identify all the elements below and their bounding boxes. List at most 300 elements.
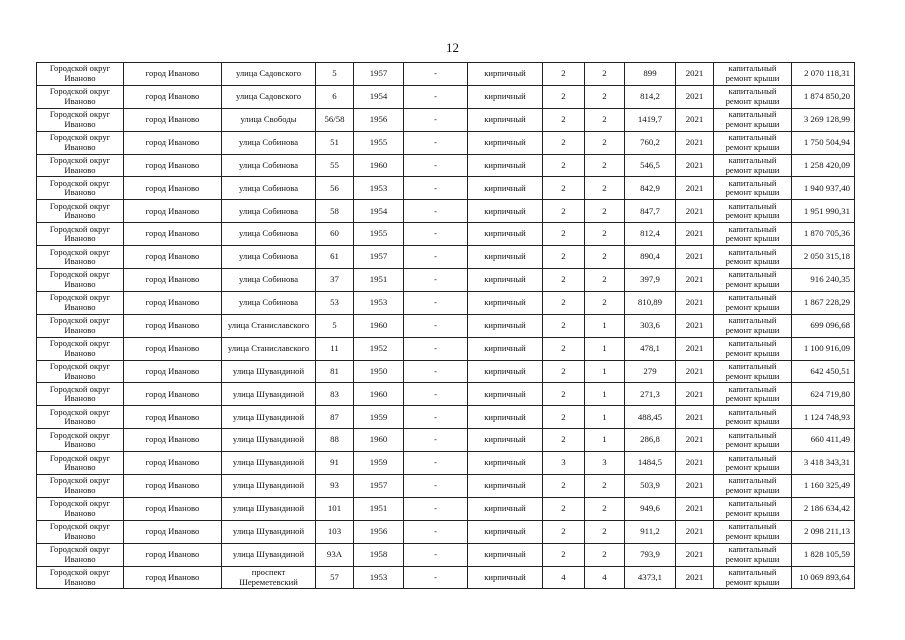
area-cell: 810,89: [625, 291, 676, 314]
work-type-cell: капитальный ремонт крыши: [714, 85, 792, 108]
build-year-cell: 1950: [354, 360, 404, 383]
cost-cell: 1 951 990,31: [792, 200, 855, 223]
locality-cell: город Иваново: [124, 269, 222, 292]
area-cell: 1419,7: [625, 108, 676, 131]
floors-cell: 2: [543, 337, 585, 360]
locality-cell: город Иваново: [124, 246, 222, 269]
work-type-cell: капитальный ремонт крыши: [714, 520, 792, 543]
house-number-cell: 101: [316, 497, 354, 520]
table-row: [37, 543, 855, 566]
area-cell: 546,5: [625, 154, 676, 177]
house-number-cell: 56: [316, 177, 354, 200]
wall-material-cell: кирпичный: [468, 406, 543, 429]
locality-cell: город Иваново: [124, 337, 222, 360]
locality-cell: город Иваново: [124, 383, 222, 406]
municipality-cell: Городской округ Иваново: [37, 314, 124, 337]
table-row: [37, 337, 855, 360]
municipality-cell: Городской округ Иваново: [37, 520, 124, 543]
work-year-cell: 2021: [676, 429, 714, 452]
floors-cell: 2: [543, 246, 585, 269]
municipality-cell: Городской округ Иваново: [37, 108, 124, 131]
build-year-cell: 1957: [354, 475, 404, 498]
entrances-cell: 1: [585, 429, 625, 452]
municipality-cell: Городской округ Иваново: [37, 429, 124, 452]
cost-cell: 660 411,49: [792, 429, 855, 452]
work-year-cell: 2021: [676, 337, 714, 360]
reconstruction-year-cell: -: [404, 314, 468, 337]
floors-cell: 2: [543, 177, 585, 200]
floors-cell: 2: [543, 200, 585, 223]
floors-cell: 2: [543, 360, 585, 383]
floors-cell: 2: [543, 543, 585, 566]
wall-material-cell: кирпичный: [468, 223, 543, 246]
work-type-cell: капитальный ремонт крыши: [714, 543, 792, 566]
work-year-cell: 2021: [676, 63, 714, 86]
municipality-cell: Городской округ Иваново: [37, 131, 124, 154]
house-number-cell: 5: [316, 63, 354, 86]
street-cell: улица Садовского: [222, 63, 316, 86]
cost-cell: 1 870 705,36: [792, 223, 855, 246]
reconstruction-year-cell: -: [404, 383, 468, 406]
build-year-cell: 1953: [354, 177, 404, 200]
municipality-cell: Городской округ Иваново: [37, 406, 124, 429]
locality-cell: город Иваново: [124, 63, 222, 86]
locality-cell: город Иваново: [124, 314, 222, 337]
work-year-cell: 2021: [676, 520, 714, 543]
floors-cell: 2: [543, 383, 585, 406]
area-cell: 478,1: [625, 337, 676, 360]
floors-cell: 2: [543, 269, 585, 292]
page-number: 12: [446, 40, 459, 55]
locality-cell: город Иваново: [124, 543, 222, 566]
work-type-cell: капитальный ремонт крыши: [714, 406, 792, 429]
wall-material-cell: кирпичный: [468, 337, 543, 360]
reconstruction-year-cell: -: [404, 269, 468, 292]
reconstruction-year-cell: -: [404, 223, 468, 246]
work-year-cell: 2021: [676, 131, 714, 154]
entrances-cell: 2: [585, 200, 625, 223]
table-row: [37, 63, 855, 86]
work-year-cell: 2021: [676, 223, 714, 246]
entrances-cell: 1: [585, 360, 625, 383]
reconstruction-year-cell: -: [404, 520, 468, 543]
cost-cell: 1 258 420,09: [792, 154, 855, 177]
street-cell: улица Шувандиной: [222, 429, 316, 452]
house-number-cell: 51: [316, 131, 354, 154]
build-year-cell: 1957: [354, 246, 404, 269]
table-row: [37, 108, 855, 131]
area-cell: 890,4: [625, 246, 676, 269]
build-year-cell: 1959: [354, 452, 404, 475]
locality-cell: город Иваново: [124, 85, 222, 108]
build-year-cell: 1957: [354, 63, 404, 86]
wall-material-cell: кирпичный: [468, 177, 543, 200]
municipality-cell: Городской округ Иваново: [37, 383, 124, 406]
wall-material-cell: кирпичный: [468, 452, 543, 475]
house-number-cell: 61: [316, 246, 354, 269]
locality-cell: город Иваново: [124, 406, 222, 429]
entrances-cell: 2: [585, 177, 625, 200]
street-cell: улица Собинова: [222, 246, 316, 269]
entrances-cell: 2: [585, 543, 625, 566]
house-number-cell: 91: [316, 452, 354, 475]
work-type-cell: капитальный ремонт крыши: [714, 566, 792, 589]
wall-material-cell: кирпичный: [468, 520, 543, 543]
wall-material-cell: кирпичный: [468, 429, 543, 452]
municipality-cell: Городской округ Иваново: [37, 360, 124, 383]
work-type-cell: капитальный ремонт крыши: [714, 383, 792, 406]
cost-cell: 1 100 916,09: [792, 337, 855, 360]
cost-cell: 1 124 748,93: [792, 406, 855, 429]
table-row: [37, 223, 855, 246]
locality-cell: город Иваново: [124, 291, 222, 314]
reconstruction-year-cell: -: [404, 452, 468, 475]
area-cell: 303,6: [625, 314, 676, 337]
build-year-cell: 1955: [354, 131, 404, 154]
floors-cell: 2: [543, 314, 585, 337]
house-number-cell: 6: [316, 85, 354, 108]
house-number-cell: 56/58: [316, 108, 354, 131]
area-cell: 842,9: [625, 177, 676, 200]
reconstruction-year-cell: -: [404, 429, 468, 452]
work-year-cell: 2021: [676, 383, 714, 406]
table-row: [37, 131, 855, 154]
wall-material-cell: кирпичный: [468, 314, 543, 337]
area-cell: 4373,1: [625, 566, 676, 589]
reconstruction-year-cell: -: [404, 246, 468, 269]
street-cell: улица Станиславского: [222, 314, 316, 337]
work-year-cell: 2021: [676, 314, 714, 337]
work-year-cell: 2021: [676, 85, 714, 108]
wall-material-cell: кирпичный: [468, 291, 543, 314]
cost-cell: 2 186 634,42: [792, 497, 855, 520]
work-type-cell: капитальный ремонт крыши: [714, 429, 792, 452]
build-year-cell: 1955: [354, 223, 404, 246]
table-row: [37, 429, 855, 452]
build-year-cell: 1952: [354, 337, 404, 360]
cost-cell: 699 096,68: [792, 314, 855, 337]
street-cell: улица Садовского: [222, 85, 316, 108]
wall-material-cell: кирпичный: [468, 63, 543, 86]
build-year-cell: 1954: [354, 85, 404, 108]
reconstruction-year-cell: -: [404, 566, 468, 589]
work-type-cell: капитальный ремонт крыши: [714, 63, 792, 86]
house-number-cell: 55: [316, 154, 354, 177]
work-year-cell: 2021: [676, 200, 714, 223]
house-number-cell: 60: [316, 223, 354, 246]
reconstruction-year-cell: -: [404, 475, 468, 498]
floors-cell: 3: [543, 452, 585, 475]
build-year-cell: 1951: [354, 269, 404, 292]
build-year-cell: 1958: [354, 543, 404, 566]
floors-cell: 2: [543, 429, 585, 452]
municipality-cell: Городской округ Иваново: [37, 246, 124, 269]
cost-cell: 642 450,51: [792, 360, 855, 383]
locality-cell: город Иваново: [124, 475, 222, 498]
municipality-cell: Городской округ Иваново: [37, 63, 124, 86]
work-type-cell: капитальный ремонт крыши: [714, 154, 792, 177]
cost-cell: 1 940 937,40: [792, 177, 855, 200]
build-year-cell: 1956: [354, 108, 404, 131]
street-cell: улица Собинова: [222, 223, 316, 246]
area-cell: 793,9: [625, 543, 676, 566]
entrances-cell: 1: [585, 314, 625, 337]
reconstruction-year-cell: -: [404, 154, 468, 177]
cost-cell: 1 828 105,59: [792, 543, 855, 566]
area-cell: 949,6: [625, 497, 676, 520]
cost-cell: 2 098 211,13: [792, 520, 855, 543]
work-type-cell: капитальный ремонт крыши: [714, 291, 792, 314]
street-cell: улица Шувандиной: [222, 452, 316, 475]
work-type-cell: капитальный ремонт крыши: [714, 452, 792, 475]
table-row: [37, 383, 855, 406]
municipality-cell: Городской округ Иваново: [37, 200, 124, 223]
build-year-cell: 1953: [354, 291, 404, 314]
table-row: [37, 154, 855, 177]
reconstruction-year-cell: -: [404, 406, 468, 429]
work-year-cell: 2021: [676, 360, 714, 383]
work-type-cell: капитальный ремонт крыши: [714, 246, 792, 269]
wall-material-cell: кирпичный: [468, 246, 543, 269]
entrances-cell: 2: [585, 269, 625, 292]
work-year-cell: 2021: [676, 177, 714, 200]
build-year-cell: 1960: [354, 314, 404, 337]
street-cell: проспект Шереметевский: [222, 566, 316, 589]
wall-material-cell: кирпичный: [468, 154, 543, 177]
floors-cell: 2: [543, 131, 585, 154]
locality-cell: город Иваново: [124, 223, 222, 246]
work-type-cell: капитальный ремонт крыши: [714, 223, 792, 246]
house-number-cell: 83: [316, 383, 354, 406]
municipality-cell: Городской округ Иваново: [37, 223, 124, 246]
entrances-cell: 1: [585, 406, 625, 429]
cost-cell: 3 418 343,31: [792, 452, 855, 475]
street-cell: улица Собинова: [222, 200, 316, 223]
work-year-cell: 2021: [676, 291, 714, 314]
house-number-cell: 5: [316, 314, 354, 337]
street-cell: улица Станиславского: [222, 337, 316, 360]
work-type-cell: капитальный ремонт крыши: [714, 200, 792, 223]
municipality-cell: Городской округ Иваново: [37, 543, 124, 566]
cost-cell: 1 867 228,29: [792, 291, 855, 314]
table-row: [37, 475, 855, 498]
cost-cell: 2 050 315,18: [792, 246, 855, 269]
municipality-cell: Городской округ Иваново: [37, 269, 124, 292]
street-cell: улица Собинова: [222, 177, 316, 200]
reconstruction-year-cell: -: [404, 131, 468, 154]
street-cell: улица Собинова: [222, 291, 316, 314]
build-year-cell: 1953: [354, 566, 404, 589]
municipality-cell: Городской округ Иваново: [37, 85, 124, 108]
work-year-cell: 2021: [676, 497, 714, 520]
wall-material-cell: кирпичный: [468, 475, 543, 498]
municipality-cell: Городской округ Иваново: [37, 177, 124, 200]
reconstruction-year-cell: -: [404, 497, 468, 520]
wall-material-cell: кирпичный: [468, 269, 543, 292]
locality-cell: город Иваново: [124, 200, 222, 223]
entrances-cell: 1: [585, 337, 625, 360]
municipality-cell: Городской округ Иваново: [37, 154, 124, 177]
entrances-cell: 4: [585, 566, 625, 589]
reconstruction-year-cell: -: [404, 291, 468, 314]
floors-cell: 2: [543, 108, 585, 131]
house-number-cell: 81: [316, 360, 354, 383]
street-cell: улица Шувандиной: [222, 406, 316, 429]
table-row: [37, 360, 855, 383]
locality-cell: город Иваново: [124, 154, 222, 177]
entrances-cell: 2: [585, 108, 625, 131]
entrances-cell: 2: [585, 520, 625, 543]
locality-cell: город Иваново: [124, 429, 222, 452]
floors-cell: 2: [543, 291, 585, 314]
entrances-cell: 2: [585, 246, 625, 269]
area-cell: 1484,5: [625, 452, 676, 475]
wall-material-cell: кирпичный: [468, 497, 543, 520]
entrances-cell: 2: [585, 475, 625, 498]
cost-cell: 3 269 128,99: [792, 108, 855, 131]
reconstruction-year-cell: -: [404, 337, 468, 360]
entrances-cell: 2: [585, 63, 625, 86]
locality-cell: город Иваново: [124, 566, 222, 589]
cost-cell: 1 750 504,94: [792, 131, 855, 154]
wall-material-cell: кирпичный: [468, 108, 543, 131]
build-year-cell: 1960: [354, 383, 404, 406]
work-type-cell: капитальный ремонт крыши: [714, 177, 792, 200]
locality-cell: город Иваново: [124, 177, 222, 200]
house-number-cell: 103: [316, 520, 354, 543]
work-year-cell: 2021: [676, 269, 714, 292]
area-cell: 812,4: [625, 223, 676, 246]
work-year-cell: 2021: [676, 543, 714, 566]
area-cell: 397,9: [625, 269, 676, 292]
entrances-cell: 2: [585, 154, 625, 177]
entrances-cell: 2: [585, 223, 625, 246]
floors-cell: 2: [543, 520, 585, 543]
floors-cell: 2: [543, 406, 585, 429]
house-number-cell: 87: [316, 406, 354, 429]
work-year-cell: 2021: [676, 108, 714, 131]
table-row: [37, 85, 855, 108]
house-number-cell: 11: [316, 337, 354, 360]
wall-material-cell: кирпичный: [468, 131, 543, 154]
street-cell: улица Шувандиной: [222, 543, 316, 566]
area-cell: 271,3: [625, 383, 676, 406]
municipality-cell: Городской округ Иваново: [37, 452, 124, 475]
table-row: [37, 246, 855, 269]
floors-cell: 2: [543, 154, 585, 177]
floors-cell: 4: [543, 566, 585, 589]
reconstruction-year-cell: -: [404, 63, 468, 86]
reconstruction-year-cell: -: [404, 200, 468, 223]
table-row: [37, 269, 855, 292]
wall-material-cell: кирпичный: [468, 566, 543, 589]
house-number-cell: 57: [316, 566, 354, 589]
area-cell: 760,2: [625, 131, 676, 154]
work-year-cell: 2021: [676, 246, 714, 269]
table-row: [37, 497, 855, 520]
street-cell: улица Собинова: [222, 154, 316, 177]
municipality-cell: Городской округ Иваново: [37, 566, 124, 589]
area-cell: 503,9: [625, 475, 676, 498]
municipality-cell: Городской округ Иваново: [37, 337, 124, 360]
entrances-cell: 3: [585, 452, 625, 475]
house-number-cell: 53: [316, 291, 354, 314]
floors-cell: 2: [543, 85, 585, 108]
house-number-cell: 37: [316, 269, 354, 292]
table-row: [37, 200, 855, 223]
cost-cell: 916 240,35: [792, 269, 855, 292]
work-year-cell: 2021: [676, 406, 714, 429]
work-type-cell: капитальный ремонт крыши: [714, 497, 792, 520]
floors-cell: 2: [543, 223, 585, 246]
table-row: [37, 314, 855, 337]
floors-cell: 2: [543, 475, 585, 498]
table-row: [37, 566, 855, 589]
street-cell: улица Шувандиной: [222, 383, 316, 406]
wall-material-cell: кирпичный: [468, 383, 543, 406]
municipality-cell: Городской округ Иваново: [37, 291, 124, 314]
municipality-cell: Городской округ Иваново: [37, 475, 124, 498]
entrances-cell: 1: [585, 383, 625, 406]
house-number-cell: 93А: [316, 543, 354, 566]
entrances-cell: 2: [585, 131, 625, 154]
area-cell: 847,7: [625, 200, 676, 223]
work-type-cell: капитальный ремонт крыши: [714, 475, 792, 498]
cost-cell: 624 719,80: [792, 383, 855, 406]
street-cell: улица Шувандиной: [222, 360, 316, 383]
area-cell: 488,45: [625, 406, 676, 429]
work-year-cell: 2021: [676, 154, 714, 177]
wall-material-cell: кирпичный: [468, 85, 543, 108]
street-cell: улица Собинова: [222, 131, 316, 154]
locality-cell: город Иваново: [124, 497, 222, 520]
wall-material-cell: кирпичный: [468, 200, 543, 223]
table-row: [37, 177, 855, 200]
work-type-cell: капитальный ремонт крыши: [714, 337, 792, 360]
table-row: [37, 406, 855, 429]
work-type-cell: капитальный ремонт крыши: [714, 360, 792, 383]
locality-cell: город Иваново: [124, 108, 222, 131]
locality-cell: город Иваново: [124, 520, 222, 543]
cost-cell: 1 160 325,49: [792, 475, 855, 498]
reconstruction-year-cell: -: [404, 177, 468, 200]
cost-cell: 2 070 118,31: [792, 63, 855, 86]
reconstruction-year-cell: -: [404, 108, 468, 131]
work-type-cell: капитальный ремонт крыши: [714, 269, 792, 292]
table-row: [37, 520, 855, 543]
work-type-cell: капитальный ремонт крыши: [714, 108, 792, 131]
reconstruction-year-cell: -: [404, 85, 468, 108]
work-year-cell: 2021: [676, 566, 714, 589]
area-cell: 286,8: [625, 429, 676, 452]
work-year-cell: 2021: [676, 475, 714, 498]
street-cell: улица Шувандиной: [222, 497, 316, 520]
build-year-cell: 1951: [354, 497, 404, 520]
table-row: [37, 452, 855, 475]
build-year-cell: 1960: [354, 154, 404, 177]
floors-cell: 2: [543, 497, 585, 520]
locality-cell: город Иваново: [124, 452, 222, 475]
wall-material-cell: кирпичный: [468, 543, 543, 566]
table-row: [37, 291, 855, 314]
house-number-cell: 88: [316, 429, 354, 452]
build-year-cell: 1959: [354, 406, 404, 429]
area-cell: 911,2: [625, 520, 676, 543]
work-type-cell: капитальный ремонт крыши: [714, 314, 792, 337]
entrances-cell: 2: [585, 291, 625, 314]
cost-cell: 1 874 850,20: [792, 85, 855, 108]
entrances-cell: 2: [585, 85, 625, 108]
